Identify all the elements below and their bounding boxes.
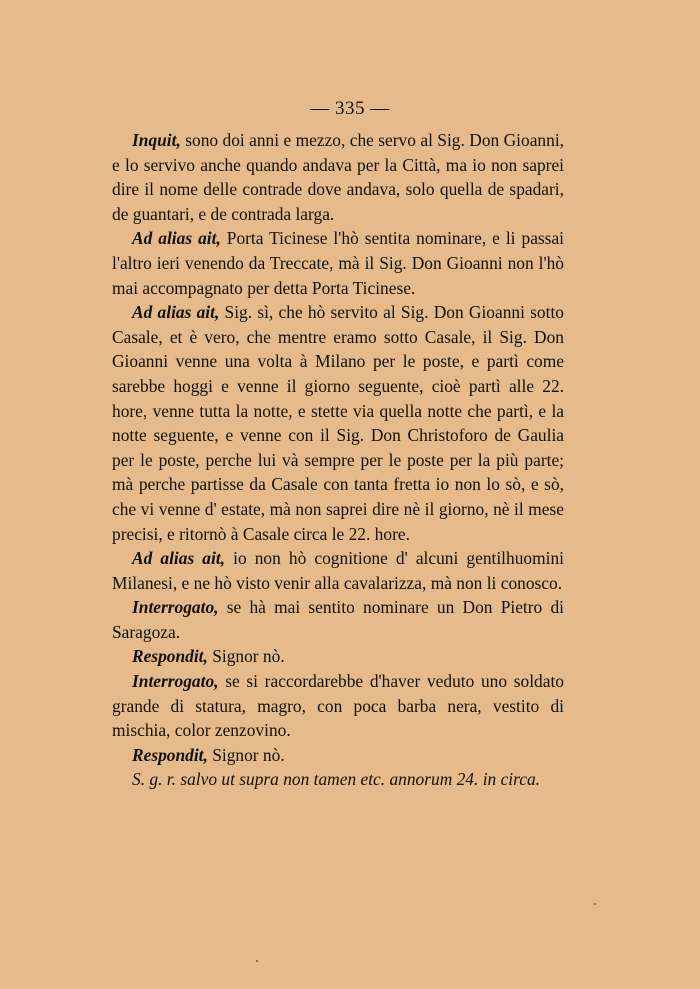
paragraph-text: io non hò cognitione d' alcuni gentilhuomini Milanesi, e ne hò visto venir alla cavalarizza, mà non li conosco.: [112, 548, 564, 593]
paragraph-lead: Interrogato,: [132, 671, 219, 692]
paragraph-lead: Ad alias ait,: [132, 548, 226, 569]
page-body: [112, 128, 564, 792]
paragraph-text: se hà mai sentito nominare un Don Pietro di Saragoza.: [112, 597, 564, 642]
paper-speck: [594, 903, 596, 905]
paper-speck: [256, 960, 258, 962]
paragraph: [112, 546, 564, 595]
paragraph-text: Sig. sì, che hò servito al Sig. Don Gioanni sotto Casale, et è vero, che mentre eramo sotto Casale, il Sig. Don Gioanni venne una volta à Milano per le poste, e partì come sarebbe hoggi e venne il giorno seguente, cioè partì alle 22. hore, venne tutta la notte, e stette via quella notte che partì, e la notte seguente, e venne con il Sig. Don Christoforo de Gaulia per le poste, perche lui và sempre per le poste per la più parte; mà perche partisse da Casale con tanta fretta io non lo sò, e sò, che vi venne d' estate, mà non saprei dire nè il giorno, nè il mese precisi, e ritornò à Casale circa le 22. hore.: [112, 302, 564, 544]
paragraph-lead: Interrogato,: [132, 597, 219, 618]
paragraph: [112, 300, 564, 546]
paragraph: [112, 644, 564, 669]
paragraph: [112, 226, 564, 300]
paragraph: [112, 743, 564, 768]
paragraph: [112, 128, 564, 226]
paragraph-text: Signor nò.: [207, 646, 285, 667]
paragraph-lead: Inquit,: [132, 130, 181, 150]
paragraph-lead: Ad alias ait,: [132, 228, 221, 249]
paragraph-text: Signor nò.: [207, 744, 285, 765]
paragraph-text: sono doi anni e mezzo, che servo al Sig. Don Gioanni, e lo servivo anche quando andava per la Città, ma io non saprei dire il nome delle contrade dove andava, solo quella de spadari, de guantari, e de contrada larga.: [112, 130, 564, 224]
paragraph-lead: Respondit,: [132, 646, 208, 667]
paragraph: [112, 767, 564, 792]
paragraph-text: Porta Ticinese l'hò sentita nominare, e li passai l'altro ieri venendo da Treccate, mà il Sig. Don Gioanni non l'hò mai accompagnato per detta Porta Ticinese.: [112, 228, 564, 298]
page-number: — 335 —: [310, 98, 390, 119]
paragraph-text: se si raccordarebbe d'haver veduto uno soldato grande di statura, magro, con poca barba nera, vestito di mischia, color zenzovino.: [112, 671, 564, 741]
paragraph-lead: Ad alias ait,: [132, 302, 220, 323]
paragraph: [112, 595, 564, 644]
paragraph-text: S. g. r. salvo ut supra non tamen etc. annorum 24. in circa.: [132, 769, 541, 790]
paragraph: [112, 669, 564, 743]
paragraph-lead: Respondit,: [132, 744, 208, 765]
